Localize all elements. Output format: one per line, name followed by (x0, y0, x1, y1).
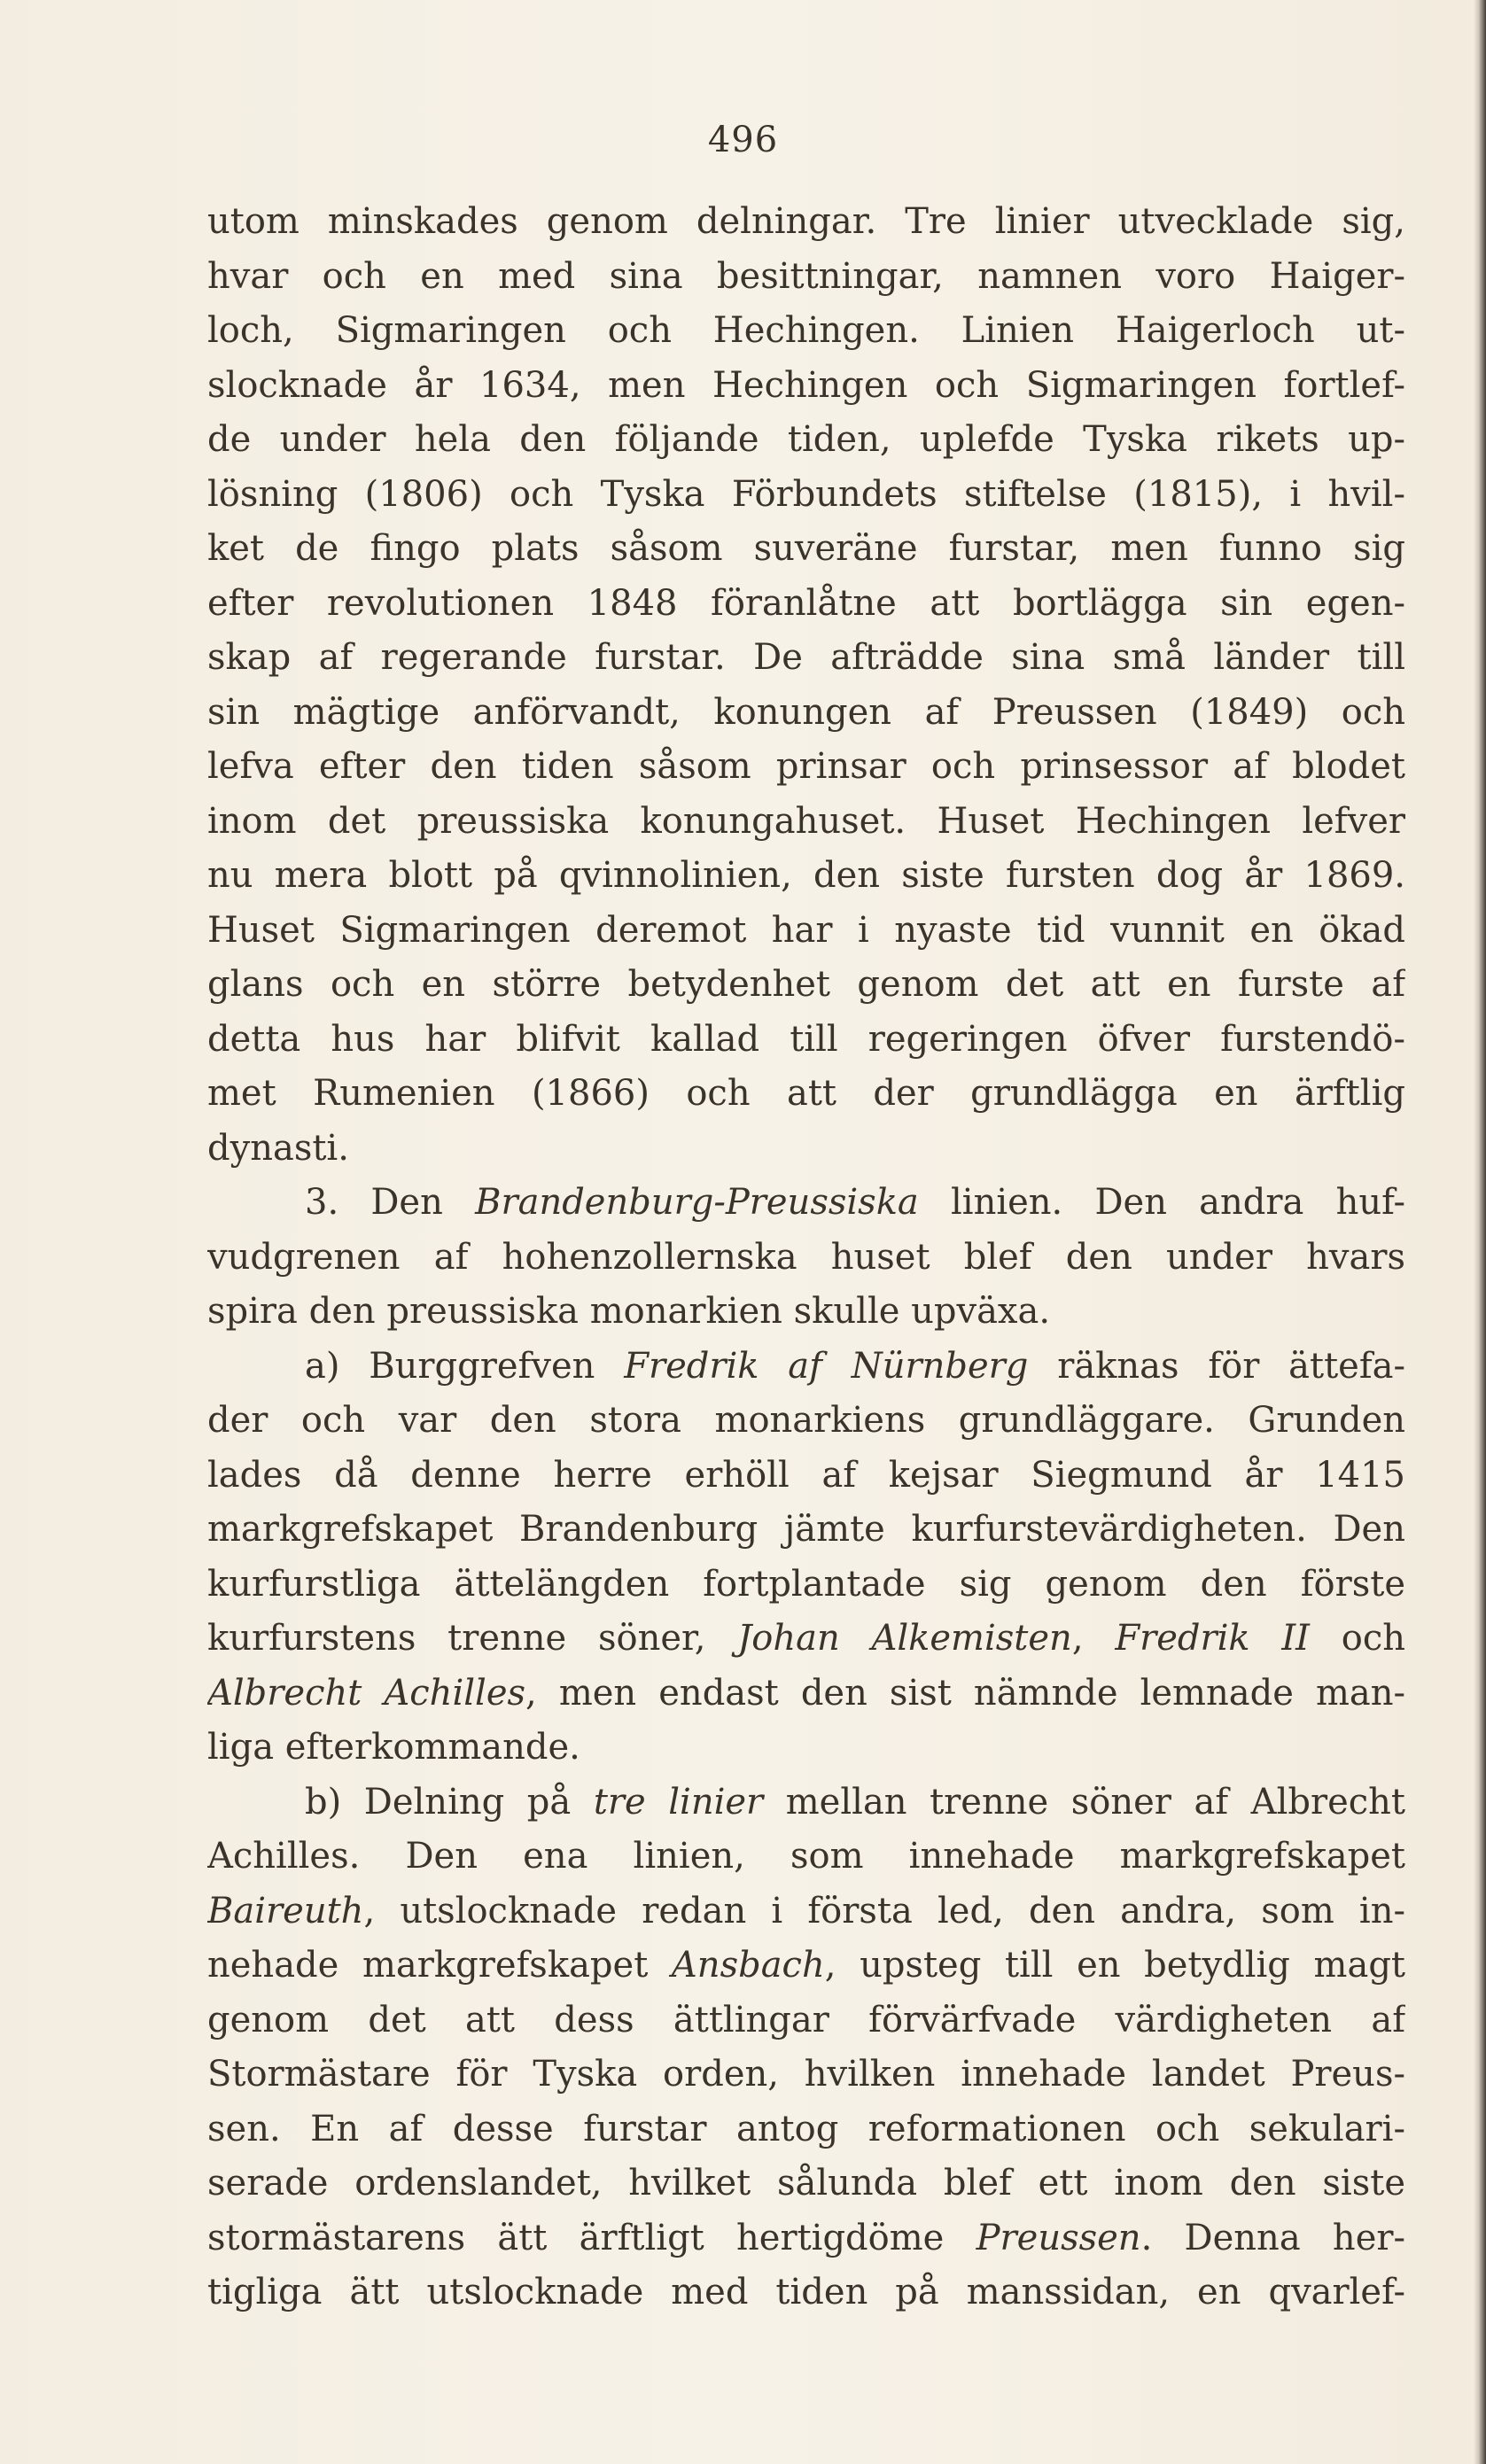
text-line (207, 1013, 1405, 1068)
text-run: lösning (1806) och Tyska Förbundets stiftelse (1815), i hvil- (207, 473, 1405, 515)
text-line (207, 2211, 1405, 2266)
text-run: linien. Den andra huf- (918, 1182, 1405, 1223)
text-line (207, 795, 1405, 850)
text-line (207, 577, 1405, 632)
italic-run: Fredrik af Nürnberg (624, 1345, 1029, 1387)
text-line (207, 1776, 1405, 1831)
text-line (207, 1340, 1405, 1395)
text-line (207, 904, 1405, 959)
text-run: kurfurstens trenne söner, (207, 1618, 738, 1659)
text-run: markgrefskapet Brandenburg jämte kurfurstevärdigheten. Den (207, 1509, 1405, 1550)
text-line (207, 304, 1405, 359)
text-run: tigliga ätt utslocknade med tiden på manssidan, en qvarlef- (207, 2272, 1405, 2312)
text-run: b) Delning på (305, 1781, 594, 1823)
italic-run: Fredrik II (1115, 1618, 1310, 1659)
text-line (207, 1122, 1405, 1177)
text-line (207, 686, 1405, 741)
text-run: stormästarens ätt ärftligt hertigdöme (207, 2217, 976, 2258)
text-run: sin mägtige anförvandt, konungen af Preussen (1849) och (207, 691, 1405, 733)
text-line (207, 1231, 1405, 1286)
text-line (207, 2048, 1405, 2103)
text-line (207, 1885, 1405, 1939)
text-run: utom minskades genom delningar. Tre linier utvecklade sig, (207, 201, 1405, 242)
italic-run: Johan Alkemisten (737, 1618, 1072, 1659)
text-line (207, 522, 1405, 577)
text-line (207, 1994, 1405, 2048)
text-run: Achilles. Den ena linien, som innehade markgrefskapet (207, 1836, 1405, 1877)
text-line (207, 1394, 1405, 1449)
italic-run: Ansbach (671, 1945, 825, 1986)
text-run: genom det att dess ättlingar förvärfvade värdigheten af (207, 1999, 1405, 2040)
text-run: skap af regerande furstar. De afträdde sina små länder till (207, 637, 1405, 678)
text-run: räknas för ättefa- (1028, 1345, 1405, 1387)
text-run: Stormästare för Tyska orden, hvilken innehade landet Preus- (207, 2054, 1405, 2095)
italic-run: Baireuth (207, 1890, 364, 1932)
text-run: vudgrenen af hohenzollernska huset blef den under hvars (207, 1236, 1405, 1278)
text-line (207, 740, 1405, 795)
text-run: efter revolutionen 1848 föranlåtne att bortlägga sin egen- (207, 582, 1405, 624)
text-run: a) Burggrefven (305, 1345, 625, 1387)
text-line (207, 849, 1405, 904)
text-line (207, 1503, 1405, 1558)
text-run: sen. En af desse furstar antog reformationen och sekulari- (207, 2108, 1405, 2149)
text-run: lefva efter den tiden såsom prinsar och prinsessor af blodet (207, 746, 1405, 787)
text-run: liga efterkommande. (207, 1727, 580, 1768)
text-run: och (1309, 1618, 1405, 1659)
text-run: , utslocknade redan i första led, den andra, som in- (363, 1890, 1405, 1932)
italic-run: Preussen (976, 2217, 1141, 2258)
page-edge-shadow (1474, 0, 1486, 2464)
text-line (207, 195, 1405, 250)
text-line (207, 1721, 1405, 1776)
text-line (207, 2103, 1405, 2157)
text-run: kurfurstliga ättelängden fortplantade sig genom den förste (207, 1563, 1405, 1605)
text-run: dynasti. (207, 1127, 349, 1169)
text-run: mellan trenne söner af Albrecht (763, 1781, 1405, 1823)
italic-run: Brandenburg-Preussiska (475, 1182, 919, 1223)
text-run: , men endast den sist nämnde lemnade man- (525, 1672, 1405, 1714)
text-line (207, 958, 1405, 1013)
text-run: 3. Den (305, 1182, 476, 1223)
text-run: nu mera blott på qvinnolinien, den siste fursten dog år 1869. (207, 855, 1405, 896)
text-run: met Rumenien (1866) och att der grundlägga en ärftlig (207, 1073, 1405, 1114)
text-run: Huset Sigmaringen deremot har i nyaste tid vunnit en ökad (207, 909, 1405, 951)
text-line (207, 1285, 1405, 1340)
text-run: nehade markgrefskapet (207, 1945, 672, 1986)
text-line (207, 468, 1405, 523)
text-line (207, 1612, 1405, 1667)
text-line (207, 1830, 1405, 1885)
page-number: 496 (707, 120, 779, 160)
italic-run: Albrecht Achilles (207, 1672, 526, 1714)
text-line (207, 1176, 1405, 1231)
text-line (207, 1558, 1405, 1613)
body-text (207, 195, 1405, 2320)
text-run: serade ordenslandet, hvilket sålunda blef ett inom den siste (207, 2163, 1405, 2204)
text-run: inom det preussiska konungahuset. Huset Hechingen lefver (207, 800, 1405, 842)
text-run: glans och en större betydenhet genom det att en furste af (207, 964, 1405, 1005)
text-run: loch, Sigmaringen och Hechingen. Linien Haigerloch ut- (207, 310, 1405, 351)
italic-run: tre linier (593, 1781, 764, 1823)
text-run: ket de fingo plats såsom suveräne furstar, men funno sig (207, 528, 1405, 569)
text-line (207, 250, 1405, 305)
text-run: de under hela den följande tiden, uplefde Tyska rikets up- (207, 419, 1405, 460)
text-line (207, 2157, 1405, 2211)
text-line (207, 1067, 1405, 1122)
text-run: der och var den stora monarkiens grundläggare. Grunden (207, 1400, 1405, 1441)
text-line (207, 1667, 1405, 1722)
text-line (207, 359, 1405, 414)
text-run: slocknade år 1634, men Hechingen och Sigmaringen fortlef- (207, 364, 1405, 406)
text-run: lades då denne herre erhöll af kejsar Siegmund år 1415 (207, 1454, 1405, 1496)
text-line (207, 631, 1405, 686)
text-line (207, 413, 1405, 468)
text-line (207, 1449, 1405, 1504)
text-run: spira den preussiska monarkien skulle upväxa. (207, 1291, 1051, 1332)
text-run: detta hus har blifvit kallad till regeringen öfver furstendö- (207, 1018, 1405, 1060)
text-run: . Denna her- (1140, 2217, 1405, 2258)
text-line (207, 2266, 1405, 2320)
text-run: , upsteg till en betydlig magt (824, 1945, 1405, 1986)
text-run: hvar och en med sina besittningar, namnen voro Haiger- (207, 255, 1405, 297)
text-line (207, 1939, 1405, 1994)
text-run: , (1071, 1618, 1116, 1659)
